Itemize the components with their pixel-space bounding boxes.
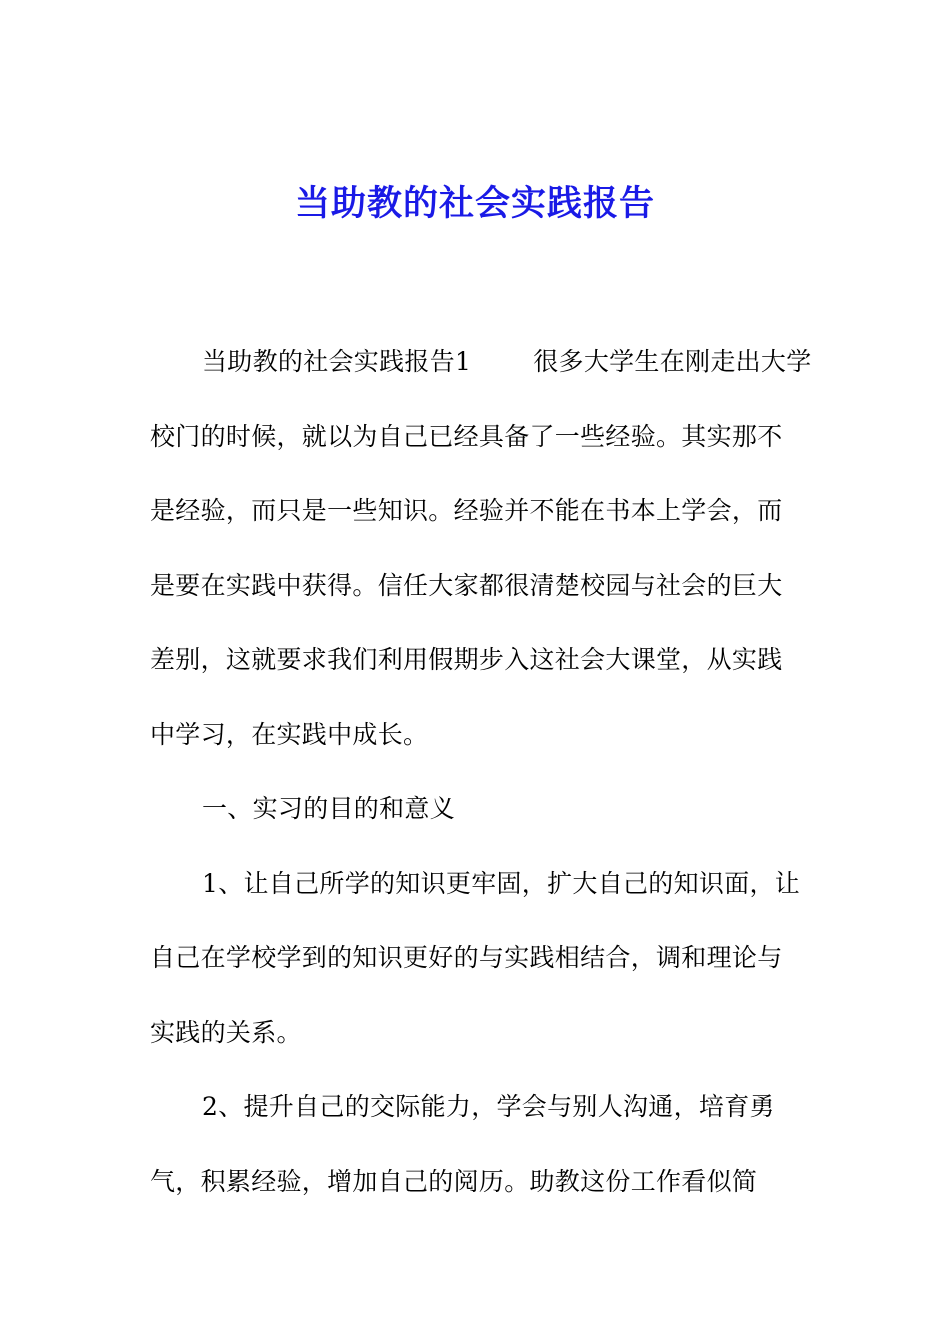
paragraph-line: 气，积累经验，增加自己的阅历。助教这份工作看似简 [150,1166,758,1196]
section-heading: 一、实习的目的和意义 [202,794,456,823]
section-heading-inline: 当助教的社会实践报告1 [202,347,472,376]
paragraph-text: 很多大学生在刚走出大学 [533,347,812,376]
paragraph-line: 实践的关系。 [150,1017,302,1047]
paragraph-line: 差别，这就要求我们利用假期步入这社会大课堂，从实践 [150,645,783,674]
paragraph-line: 中学习，在实践中成长。 [150,719,429,749]
paragraph-line: 是经验，而只是一些知识。经验并不能在书本上学会，而 [150,496,783,525]
paragraph-line: 是要在实践中获得。信任大家都很清楚校园与社会的巨大 [150,570,783,600]
paragraph-line [150,325,810,400]
document-title: 当助教的社会实践报告 [294,183,655,224]
paragraph-line: 2、提升自己的交际能力，学会与别人沟通，培育勇 [202,1092,775,1121]
paragraph-line: 自己在学校学到的知识更好的与实践相结合，调和理论与 [150,943,783,972]
paragraph-line: 1、让自己所学的知识更牢固，扩大自己的知识面，让 [202,868,801,898]
document-body [150,325,810,1219]
paragraph-line: 校门的时候，就以为自己已经具备了一些经验。其实那不 [150,421,783,451]
